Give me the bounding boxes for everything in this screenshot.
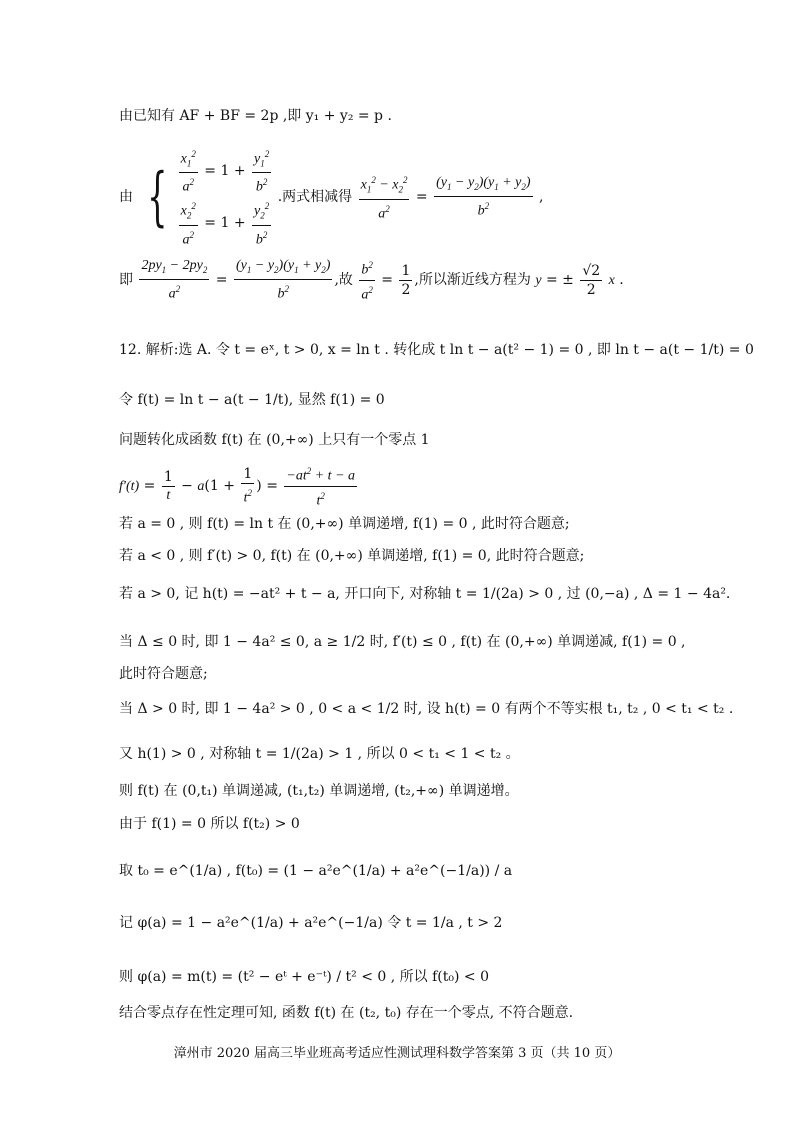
text-line-18: 记 φ(a) = 1 − a²e^(1/a) + a²e^(−1/a) 令 t = 1/a , t > 2 [119, 915, 503, 931]
text-line-3: 即 $\frac{2py_1 - 2py_2}{a^2}$ = $\frac{(y_1 - y_2)(y_1 + y_2)}{b^2}$ ,故 $\frac{b^2}{a^2}$ = $\frac{1}{2}$ ,所以渐近线方程为 y = ± $\frac{√2}{2}$ x . [119, 257, 624, 303]
text-line-13: 当 Δ > 0 时, 即 1 − 4a² > 0 , 0 < a < 1/2 时, 设 h(t) = 0 有两个不等实根 t₁, t₂ , 0 < t₁ < t₂ . [119, 701, 734, 717]
line-2-prefix: 由 [119, 189, 133, 206]
text-line-4: 12. 解析:选 A. 令 t = eˣ, t > 0, x = ln t . 转化成 t ln t − a(t² − 1) = 0 , 即 ln t − a(t − 1/t) = 0 [119, 342, 754, 358]
line-3-prefix: 即 [119, 272, 133, 289]
text-line-15: 则 f(t) 在 (0,t₁) 单调递减, (t₁,t₂) 单调递增, (t₂,+∞) 单调递增。 [119, 783, 519, 799]
line-3-tail: ,所以渐近线方程为 [414, 272, 531, 289]
text-line-5: 令 f(t) = ln t − a(t − 1/t), 显然 f(1) = 0 [119, 392, 385, 408]
text-line-8: 若 a = 0 , 则 f(t) = ln t 在 (0,+∞) 单调递增, f(1) = 0 , 此时符合题意; [119, 516, 570, 532]
text-line-11: 当 Δ ≤ 0 时, 即 1 − 4a² ≤ 0, a ≥ 1/2 时, f′(t) ≤ 0 , f(t) 在 (0,+∞) 单调递减, f(1) = 0 , [119, 634, 686, 650]
page-footer: 漳州市 2020 届高三毕业班高考适应性测试理科数学答案第 3 页（共 10 页） [173, 1046, 621, 1061]
text-line-7: f′(t) = $\frac{1}{t}$ − a(1 + $\frac{1}{t^2}$ ) = $\frac{-at^2 + t - a}{t^2}$ [119, 462, 359, 510]
text-line-6: 问题转化成函数 f(t) 在 (0,+∞) 上只有一个零点 1 [119, 432, 430, 448]
text-line-10: 若 a > 0, 记 h(t) = −at² + t − a, 开口向下, 对称轴 t = 1/(2a) > 0 , 过 (0,−a) , Δ = 1 − 4a². [119, 586, 731, 602]
text-line-9: 若 a < 0 , 则 f′(t) > 0, f(t) 在 (0,+∞) 单调递增, f(1) = 0, 此时符合题意; [119, 548, 585, 564]
text-line-12: 此时符合题意; [119, 666, 208, 682]
text-line-16: 由于 f(1) = 0 所以 f(t₂) > 0 [119, 816, 300, 832]
text-line-2: 由 { $\frac{x_1^2}{a^2}$ = 1 + $\frac{y_1^2}{b^2}$ $\frac{x_2^2}{a^2}$ = 1 + $\frac{y_2^2}{b^2}$ .两式相减得 $\frac{x_1^2 - x_2^2}{a^2}$ = $\frac{(y_1 - y_2)(y_1 + y_2)}{b^2}$ , [119, 145, 543, 249]
text-line-1: 由已知有 AF + BF = 2p ,即 y₁ + y₂ = p . [119, 108, 392, 124]
line-3-mid: ,故 [334, 272, 353, 289]
text-line-14: 又 h(1) > 0 , 对称轴 t = 1/(2a) > 1 , 所以 0 < t₁ < 1 < t₂ 。 [119, 746, 520, 762]
equation-system: $\frac{x_1^2}{a^2}$ = 1 + $\frac{y_1^2}{b^2}$ $\frac{x_2^2}{a^2}$ = 1 + $\frac{y_2^2}{b^2}$ [177, 145, 274, 249]
text-line-20: 结合零点存在性定理可知, 函数 f(t) 在 (t₂, t₀) 存在一个零点, 不符合题意. [119, 1005, 574, 1021]
line-2-mid: .两式相减得 [277, 189, 353, 206]
text-line-17: 取 t₀ = e^(1/a) , f(t₀) = (1 − a²e^(1/a) + a²e^(−1/a)) / a [119, 863, 513, 879]
text-line-19: 则 φ(a) = m(t) = (t² − eᵗ + e⁻ᵗ) / t² < 0 , 所以 f(t₀) < 0 [119, 969, 489, 985]
